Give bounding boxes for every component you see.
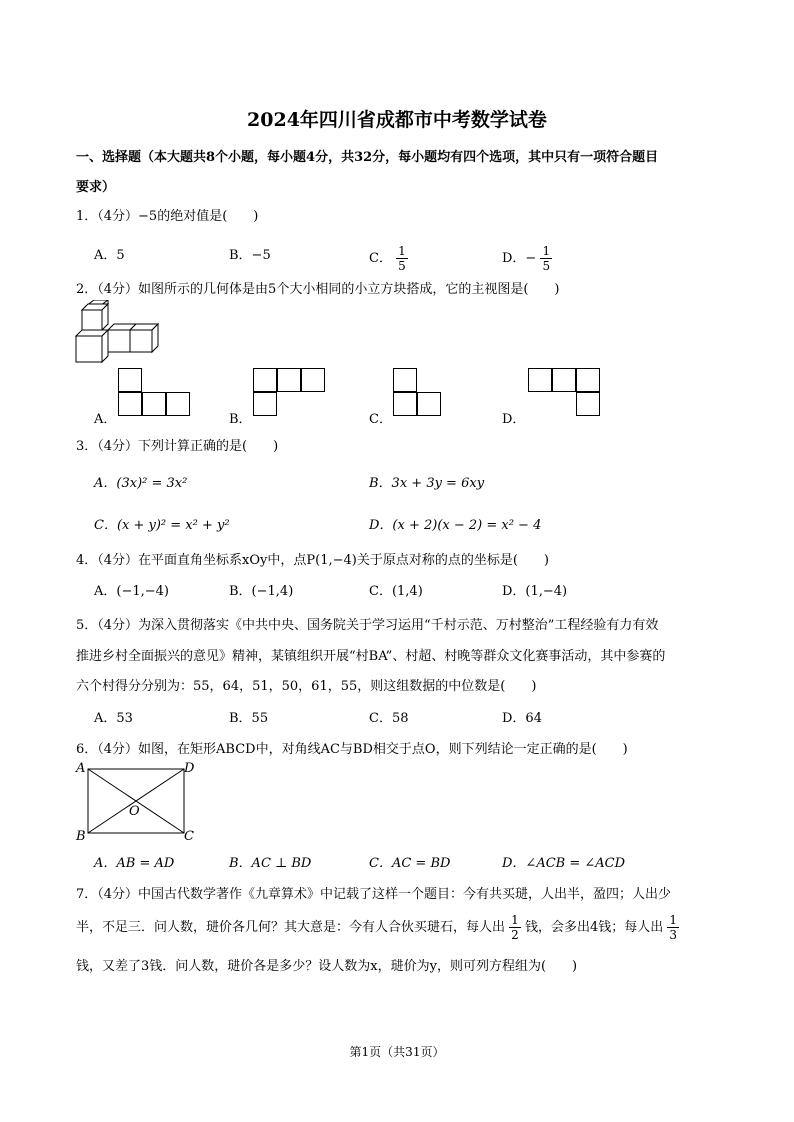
square-cell (576, 368, 600, 392)
q1-option-c-label: C． (369, 251, 392, 266)
square-cell (417, 392, 441, 416)
q4-option-b: B．(−1,4) (229, 584, 294, 599)
question-7-stem-line3: 钱，又差了3钱．问人数，琎价各是多少？设人数为x，琎价为y，则可列方程组为( ) (76, 959, 578, 974)
q7-text-part1: 半，不足三．问人数，琎价各几何？其大意是：今有人合伙买琎石，每人出 (76, 920, 506, 935)
q6-option-a: A．AB = AD (94, 856, 175, 871)
q6-option-c: C．AC = BD (369, 856, 451, 871)
square-cell (118, 368, 142, 392)
q1-option-c (369, 244, 408, 273)
q3-option-d: D．(x + 2)(x − 2) = x² − 4 (369, 518, 542, 533)
fraction-denominator: 5 (398, 259, 406, 273)
q7-text-part2: 钱，会多出4钱；每人出 (524, 920, 664, 935)
q1-option-b: B．−5 (229, 248, 271, 263)
square-cell (301, 368, 325, 392)
rectangle-abcd-figure (74, 758, 198, 842)
vertex-label-b: B (76, 829, 86, 842)
q1-option-d-fraction (540, 244, 552, 273)
fraction-numerator: 1 (669, 913, 677, 927)
question-5-stem-line2: 推进乡村全面振兴的意见》精神，某镇组织开展“村BA”、村超、村晚等群众文化赛事活动，其中参赛的 (76, 649, 666, 664)
vertex-label-d: D (184, 761, 195, 776)
q2-option-b: B． (229, 412, 252, 427)
q3-option-b: B．3x + 3y = 6xy (369, 476, 485, 491)
q5-option-a: A．53 (94, 711, 133, 726)
square-cell (552, 368, 576, 392)
question-3-stem: 3．（4分）下列计算正确的是( ) (76, 439, 279, 454)
q2-option-d: D． (502, 412, 526, 427)
page-title: 2024年四川省成都市中考数学试卷 (247, 109, 547, 131)
square-cell (166, 392, 190, 416)
fraction-numerator: 1 (398, 244, 406, 258)
square-cell (528, 368, 552, 392)
fraction-numerator: 1 (511, 913, 519, 927)
square-cell (576, 392, 600, 416)
question-4-stem: 4．（4分）在平面直角坐标系xOy中，点P(1,−4)关于原点对称的点的坐标是( ) (76, 553, 549, 568)
question-6-stem: 6．（4分）如图，在矩形ABCD中，对角线AC与BD相交于点O，则下列结论一定正确的是( ) (76, 742, 628, 757)
q4-option-c: C．(1,4) (369, 584, 423, 599)
q6-option-b: B．AC ⊥ BD (229, 856, 312, 871)
question-7-stem-line1: 7．（4分）中国古代数学著作《九章算术》中记载了这样一个题目：今有共买琎，人出半，盈四；人出少 (76, 887, 672, 902)
question-7-stem-line2 (76, 913, 679, 942)
square-cell (277, 368, 301, 392)
q4-option-d: D．(1,−4) (502, 584, 568, 599)
fraction-denominator: 2 (511, 928, 519, 942)
square-cell (253, 368, 277, 392)
question-5-stem-line3: 六个村得分分别为：55，64，51，50，61，55，则这组数据的中位数是( ) (76, 679, 537, 694)
q2-option-c: C． (369, 412, 392, 427)
vertex-label-a: A (76, 761, 86, 776)
section-heading-line2: 要求） (76, 180, 116, 195)
q6-option-d: D．∠ACB = ∠ACD (502, 856, 626, 871)
question-2-stem: 2．（4分）如图所示的几何体是由5个大小相同的小立方块搭成，它的主视图是( ) (76, 282, 560, 297)
square-cell (253, 392, 277, 416)
center-label-o: O (129, 804, 140, 819)
square-cell (393, 368, 417, 392)
q1-option-a: A．5 (94, 248, 125, 263)
q7-fraction-half (509, 913, 521, 942)
page-footer: 第1页（共31页） (349, 1045, 445, 1059)
section-heading-line1: 一、选择题（本大题共8个小题，每小题4分，共32分，每小题均有四个选项，其中只有一项符合题目 (76, 150, 659, 165)
q5-option-c: C．58 (369, 711, 409, 726)
q3-option-c: C．(x + y)² = x² + y² (94, 518, 230, 533)
q5-option-d: D．64 (502, 711, 542, 726)
square-cell (393, 392, 417, 416)
q5-option-b: B．55 (229, 711, 269, 726)
vertex-label-c: C (184, 829, 194, 842)
fraction-denominator: 5 (542, 259, 551, 273)
q2-option-a: A． (94, 412, 117, 427)
fraction-numerator: 1 (542, 244, 551, 258)
square-cell (118, 392, 142, 416)
question-5-stem-line1: 5．（4分）为深入贯彻落实《中共中央、国务院关于学习运用“千村示范、万村整治”工程经验有力有效 (76, 618, 659, 633)
q1-option-d (502, 244, 552, 273)
q1-option-c-fraction (396, 244, 408, 273)
square-cell (142, 392, 166, 416)
fraction-denominator: 3 (669, 928, 677, 942)
q4-option-a: A．(−1,−4) (94, 584, 169, 599)
q1-option-d-label: D．− (502, 251, 537, 266)
q3-option-a: A．(3x)² = 3x² (94, 476, 188, 491)
cube-solid-figure (74, 300, 160, 364)
question-1-stem: 1．（4分）−5的绝对值是( ) (76, 209, 259, 224)
q7-fraction-third (667, 913, 679, 942)
